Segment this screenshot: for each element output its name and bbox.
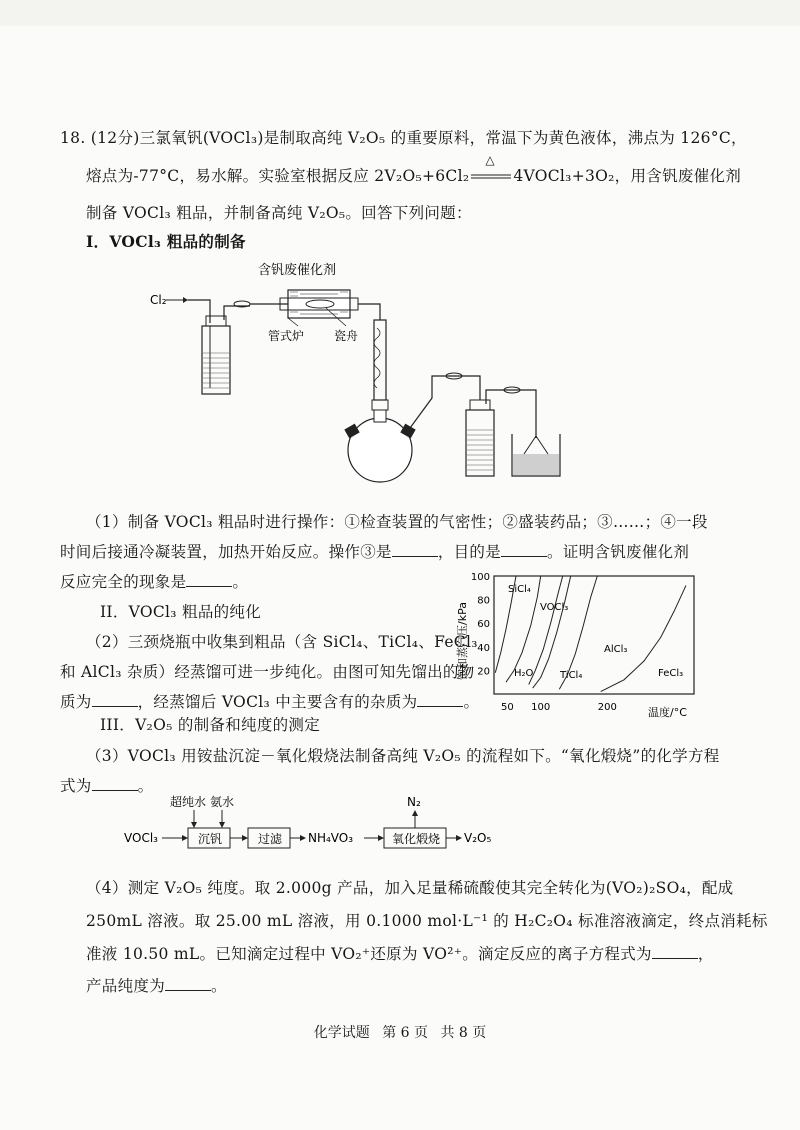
- x-tick-label: 50: [500, 702, 514, 713]
- part1-line2: 时间后接通冷凝装置，加热开始反应。操作③是 ，目的是 。证明含钒废催化剂: [60, 543, 690, 561]
- wash-bottle2: [466, 410, 494, 476]
- answer-blank-2[interactable]: [501, 542, 547, 557]
- section3-heading: III．V₂O₅ 的制备和纯度的测定: [100, 716, 321, 734]
- chart-ylabel: 饱和蒸汽压/kPa: [456, 602, 469, 680]
- flow-step-3: 氧化煅烧: [392, 832, 441, 846]
- answer-blank-4[interactable]: [92, 692, 138, 707]
- part4-line3: 准液 10.50 mL。已知滴定过程中 VO₂⁺还原为 VO²⁺。滴定反应的离子方程式为 ，: [86, 945, 714, 963]
- part4-line1: （4）测定 V₂O₅ 纯度。取 2.000g 产品，加入足量稀硫酸使其完全转化为(VO₂)₂SO₄，配成: [86, 879, 734, 897]
- part4-line2: 250mL 溶液。取 25.00 mL 溶液，用 0.1000 mol·L⁻¹ 的 H₂C₂O₄ 标准溶液滴定，终点消耗标: [86, 912, 768, 930]
- gas-label: Cl₂: [150, 293, 167, 307]
- flask-center-neck: [374, 410, 386, 422]
- condenser-coil: [374, 328, 380, 388]
- answer-blank-8[interactable]: [165, 976, 211, 991]
- furnace-label: 管式炉: [268, 329, 305, 343]
- series-label: AlCl₃: [604, 644, 628, 655]
- reagent-1: 超纯水: [170, 795, 207, 809]
- part2-line3: 质为 ，经蒸馏后 VOCl₃ 中主要含有的杂质为 。: [60, 693, 480, 711]
- section2-heading: II．VOCl₃ 粗品的纯化: [100, 603, 262, 621]
- page-footer: [0, 1022, 800, 1042]
- part1-line1: （1）制备 VOCl₃ 粗品时进行操作：①检查装置的气密性；②盛装药品；③……；④一段: [86, 513, 708, 531]
- question-intro-line1: 18. (12分)三氯氧钒(VOCl₃)是制取高纯 V₂O₅ 的重要原料，常温下为黄色液体，沸点为 126°C，: [60, 129, 747, 147]
- y-tick-label: 40: [477, 642, 490, 654]
- flow-step-2: 过滤: [258, 832, 283, 846]
- y-tick-label: 80: [477, 595, 490, 607]
- y-tick-label: 100: [470, 572, 490, 583]
- answer-blank-6[interactable]: [92, 776, 138, 791]
- x-tick-label: 100: [531, 702, 551, 713]
- chart-xlabel: 温度/°C: [648, 706, 687, 719]
- answer-blank-1[interactable]: [392, 542, 438, 557]
- part1-line3: 反应完全的现象是 。: [60, 573, 249, 591]
- part4-line4: 产品纯度为 。: [86, 977, 227, 995]
- reaction-arrow-icon: [469, 171, 513, 183]
- part3-line2: 式为 。: [60, 777, 154, 795]
- wash-bottle1-cap: [206, 316, 226, 326]
- answer-blank-7[interactable]: [652, 944, 698, 959]
- reagent-2: 氨水: [210, 795, 235, 809]
- gas-inlet-arrowhead: [183, 297, 188, 303]
- catalyst-label: 含钒废催化剂: [258, 263, 337, 278]
- flow-intermediate: NH₄VO₃: [308, 831, 354, 845]
- furnace-pointer: [288, 318, 298, 326]
- wash-bottle2-cap: [470, 400, 490, 410]
- flow-gas-out: N₂: [407, 795, 421, 809]
- heat-condition: △: [485, 153, 495, 167]
- boat-label: 瓷舟: [334, 329, 359, 343]
- part2-line1: （2）三颈烧瓶中收集到粗品（含 SiCl₄、TiCl₄、FeCl₃: [86, 633, 478, 651]
- footer-subject: 化学试题: [313, 1025, 370, 1041]
- part3-line1: （3）VOCl₃ 用铵盐沉淀－氧化煅烧法制备高纯 V₂O₅ 的流程如下。“氧化煅烧”的化学方程: [86, 747, 720, 765]
- question-intro-line2: 熔点为-77°C，易水解。实验室根据反应 2V₂O₅+6Cl₂ △ 4VOCl₃+3O₂，用含钒废催化剂: [86, 153, 742, 185]
- answer-blank-3[interactable]: [186, 572, 232, 587]
- series-label: SiCl₄: [508, 584, 531, 595]
- part2-line2: 和 AlCl₃ 杂质）经蒸馏可进一步纯化。由图可知先馏出的物: [60, 663, 475, 681]
- flow-product: V₂O₅: [464, 831, 492, 845]
- footer-page: 第 6 页: [382, 1025, 428, 1041]
- process-flowchart: [124, 792, 544, 856]
- condenser-joint: [372, 400, 388, 410]
- footer-total: 共 8 页: [440, 1025, 487, 1041]
- apparatus-diagram: [140, 258, 590, 483]
- flow-step-1: 沉钒: [198, 832, 223, 846]
- series-label: VOCl₃: [540, 602, 569, 613]
- beaker-liquid: [513, 454, 559, 475]
- series-label: FeCl₃: [658, 668, 684, 679]
- section1-heading: I．VOCl₃ 粗品的制备: [86, 232, 246, 251]
- series-label: H₂O: [514, 668, 534, 679]
- flow-input: VOCl₃: [124, 831, 158, 845]
- wash-bottle1-liquid: [203, 353, 229, 388]
- x-tick-label: 200: [597, 702, 617, 713]
- wash-bottle1: [202, 326, 230, 394]
- vapor-pressure-chart: [452, 572, 702, 722]
- inverted-funnel: [524, 436, 548, 454]
- three-neck-flask: [348, 418, 412, 482]
- y-tick-label: 60: [477, 619, 490, 631]
- series-label: TiCl₄: [560, 670, 583, 681]
- connector1: [224, 306, 250, 320]
- page-top-edge: [0, 0, 800, 26]
- question-intro-line3: 制备 VOCl₃ 粗品，并制备高纯 V₂O₅。回答下列问题：: [86, 204, 472, 222]
- y-tick-label: 20: [477, 666, 490, 678]
- inlet-tube: [188, 300, 210, 323]
- wash-bottle2-fill: [467, 430, 493, 470]
- outlet-tube: [358, 304, 380, 320]
